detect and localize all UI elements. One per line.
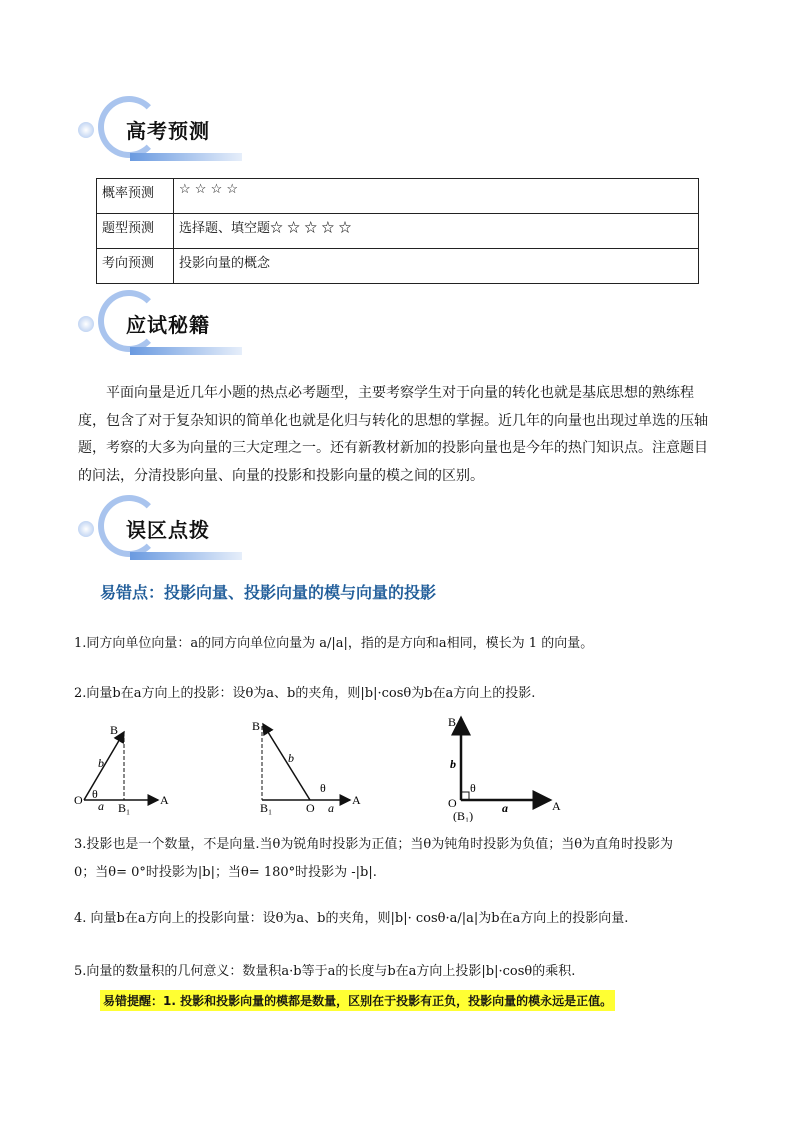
svg-text:a: a <box>328 801 334 815</box>
table-key: 题型预测 <box>97 214 174 249</box>
svg-text:O: O <box>448 796 457 810</box>
item-3: 3.投影也是一个数量，不是向量.当θ为锐角时投影为正值；当θ为钝角时投影为负值；当θ为直角时投影为 <box>74 837 674 852</box>
decor-dot-icon <box>78 521 94 537</box>
table-value: 投影向量的概念 <box>174 249 699 284</box>
forecast-table <box>96 178 699 284</box>
svg-text:θ: θ <box>470 781 476 795</box>
item-1: 1.同方向单位向量：a的同方向单位向量为 a/|a|，指的是方向和a相同，模长为 1 的向量。 <box>74 636 594 651</box>
item-3-cont: 0；当θ= 0°时投影为|b|；当θ= 180°时投影为 -|b|. <box>74 865 377 880</box>
svg-text:B: B <box>448 715 457 729</box>
diagram-right <box>448 715 561 822</box>
table-key: 概率预测 <box>97 179 174 214</box>
svg-text:b: b <box>450 757 456 771</box>
section-header-wuqu <box>78 495 248 567</box>
svg-text:A: A <box>552 799 561 813</box>
section-title: 误区点拨 <box>126 518 210 542</box>
svg-text:b: b <box>288 751 294 765</box>
section-title: 应试秘籍 <box>126 313 210 337</box>
intro-paragraph: 平面向量是近几年小题的热点必考题型，主要考察学生对于向量的转化也就是基底思想的熟练程度，包含了对于复杂知识的简单化也就是化归与转化的思想的掌握。近几年的向量也出现过单选的压轴题，考察的大多为向量的三大定理之一。还有新教材新加的投影向量也是今年的热门知识点。注意题目的问法，分清投影向量、向量的投影和投影向量的模之间的区别。 <box>78 385 708 484</box>
table-row <box>97 214 699 249</box>
diagram-acute <box>74 723 169 815</box>
svg-text:b: b <box>98 756 104 770</box>
svg-text:O: O <box>74 793 83 807</box>
decor-dot-icon <box>78 316 94 332</box>
svg-text:θ: θ <box>92 787 98 801</box>
section-header-gaokao <box>78 96 248 168</box>
svg-text:A: A <box>352 793 361 807</box>
table-row <box>97 179 699 214</box>
svg-text:a: a <box>502 801 508 815</box>
section-title: 高考预测 <box>126 119 210 143</box>
decor-bar <box>130 153 242 161</box>
svg-text:B₁: B₁ <box>260 801 273 815</box>
decor-bar <box>130 347 242 355</box>
decor-bar <box>130 552 242 560</box>
decor-dot-icon <box>78 122 94 138</box>
item-4: 4. 向量b在a方向上的投影向量：设θ为a、b的夹角，则|b|· cosθ·a/|a|为b在a方向上的投影向量. <box>74 911 629 926</box>
table-row <box>97 249 699 284</box>
svg-text:B: B <box>252 719 261 733</box>
section-header-yingshi <box>78 290 248 362</box>
subheading: 易错点：投影向量、投影向量的模与向量的投影 <box>100 583 437 602</box>
table-value: 选择题、填空题☆ ☆ ☆ ☆ ☆ <box>174 214 699 249</box>
item-5: 5.向量的数量积的几何意义：数量积a·b等于a的长度与b在a方向上投影|b|·cosθ的乘积. <box>74 964 576 979</box>
svg-text:A: A <box>160 793 169 807</box>
projection-diagrams <box>70 712 590 822</box>
item-2: 2.向量b在a方向上的投影：设θ为a、b的夹角，则|b|·cosθ为b在a方向上的投影. <box>74 686 536 701</box>
table-key: 考向预测 <box>97 249 174 284</box>
diagram-obtuse <box>252 719 361 815</box>
svg-text:B: B <box>110 723 119 737</box>
warning-highlight: 易错提醒：1. 投影和投影向量的模都是数量，区别在于投影有正负，投影向量的模永远是正值。 <box>100 990 615 1011</box>
svg-text:B₁: B₁ <box>118 801 131 815</box>
svg-text:(B₁): (B₁) <box>453 809 474 822</box>
svg-text:a: a <box>98 799 104 813</box>
table-value: ☆ ☆ ☆ ☆ <box>174 179 699 214</box>
svg-text:O: O <box>306 801 315 815</box>
svg-text:θ: θ <box>320 781 326 795</box>
